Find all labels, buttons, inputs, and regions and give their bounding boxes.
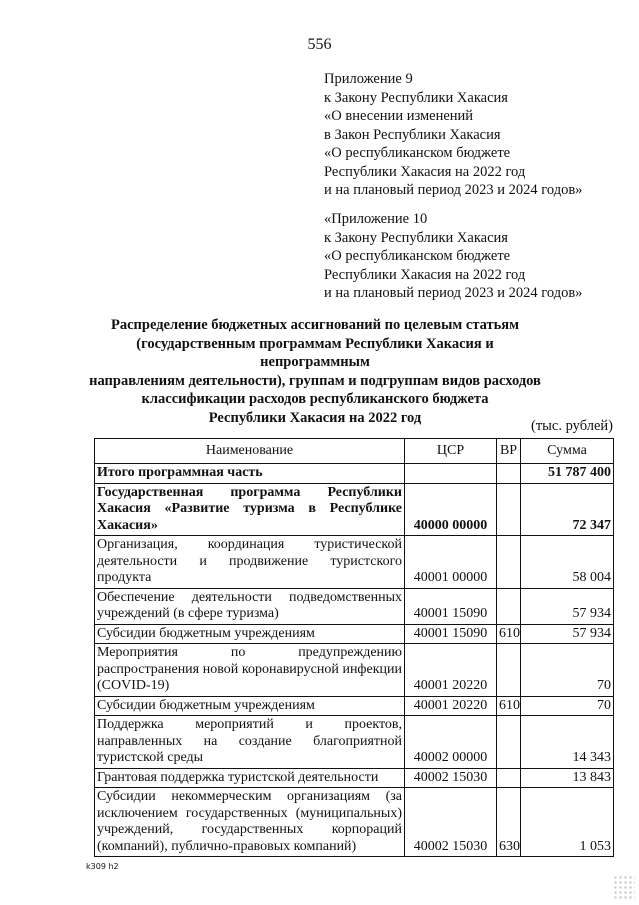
row-vr-cell	[497, 536, 521, 589]
row-csr-cell: 40001 20220	[405, 696, 497, 716]
title-line: направлениям деятельности), группам и подгруппам видов расходов	[89, 372, 541, 389]
row-csr-cell: 40001 15090	[405, 588, 497, 624]
row-name-cell: Организация, координация туристической деятельности и продвижение туристского продукта	[95, 536, 405, 589]
appendix-10-line: «О республиканском бюджете	[324, 248, 511, 264]
document-title	[80, 316, 550, 427]
header-sum: Сумма	[521, 439, 614, 464]
row-name-cell: Итого программная часть	[95, 464, 405, 484]
page-number: 556	[307, 36, 332, 53]
row-csr-cell: 40001 00000	[405, 536, 497, 589]
row-vr-cell	[497, 644, 521, 697]
appendix-10-line: к Закону Республики Хакасия	[324, 229, 508, 246]
header-csr: ЦСР	[405, 439, 497, 464]
row-vr-cell	[497, 588, 521, 624]
row-name-cell: Обеспечение деятельности подведомственных учреждений (в сфере туризма)	[95, 588, 405, 624]
row-sum-cell: 13 843	[521, 768, 614, 788]
table-row	[95, 624, 614, 644]
row-vr-cell: 630	[497, 788, 521, 857]
title-line: классификации расходов республиканского бюджета	[141, 391, 489, 407]
row-sum-cell: 72 347	[521, 483, 614, 536]
table-row	[95, 696, 614, 716]
row-csr-cell: 40001 20220	[405, 644, 497, 697]
appendix-9-line: «О республиканском бюджете	[324, 145, 511, 161]
row-name-cell: Мероприятия по предупреждению распространения новой коронавирусной инфекции (COVID-19)	[95, 644, 405, 697]
row-csr-cell: 40002 15030	[405, 768, 497, 788]
table-row	[95, 588, 614, 624]
row-csr-cell: 40000 00000	[405, 483, 497, 536]
row-name-cell: Субсидии некоммерческим организациям (за исключением государственных (муниципальных) учреждений, государственных корпораций (компаний), публично-правовых компаний)	[95, 788, 405, 857]
appendix-9-line: к Закону Республики Хакасия	[324, 89, 508, 106]
table-row	[95, 716, 614, 769]
row-name-cell: Поддержка мероприятий и проектов, направленных на создание благоприятной туристской среды	[95, 716, 405, 769]
row-sum-cell: 57 934	[521, 588, 614, 624]
row-vr-cell	[497, 716, 521, 769]
row-sum-cell: 14 343	[521, 716, 614, 769]
row-csr-cell: 40002 15030	[405, 788, 497, 857]
table-body	[95, 464, 614, 857]
table-row	[95, 768, 614, 788]
appendix-9-line: в Закон Республики Хакасия	[324, 126, 501, 143]
scan-artifact	[613, 875, 635, 901]
row-name-cell: Государственная программа Республики Хакасия «Развитие туризма в Республике Хакасия»	[95, 483, 405, 536]
row-vr-cell	[497, 768, 521, 788]
row-vr-cell: 610	[497, 624, 521, 644]
row-name-cell: Субсидии бюджетным учреждениям	[95, 696, 405, 716]
header-name: Наименование	[95, 439, 405, 464]
row-sum-cell: 57 934	[521, 624, 614, 644]
row-sum-cell: 70	[521, 644, 614, 697]
appendix-10-header	[324, 210, 582, 303]
row-sum-cell: 70	[521, 696, 614, 716]
appendix-10-line: Республики Хакасия на 2022 год	[324, 266, 526, 283]
appendix-9-header	[324, 70, 582, 200]
header-vr: ВР	[497, 439, 521, 464]
appendix-9-line: и на плановый период 2023 и 2024 годов»	[324, 182, 583, 198]
table-row	[95, 464, 614, 484]
table-header-row	[95, 439, 614, 464]
row-vr-cell: 610	[497, 696, 521, 716]
appendix-9-line: «О внесении изменений	[324, 108, 474, 124]
units-label: (тыс. рублей)	[531, 418, 613, 434]
row-csr-cell	[405, 464, 497, 484]
table-row	[95, 483, 614, 536]
row-name-cell: Грантовая поддержка туристской деятельности	[95, 768, 405, 788]
appendix-9-line: Республики Хакасия на 2022 год	[324, 163, 526, 180]
table-row	[95, 536, 614, 589]
row-csr-cell: 40002 00000	[405, 716, 497, 769]
row-vr-cell	[497, 464, 521, 484]
row-sum-cell: 58 004	[521, 536, 614, 589]
title-line: Республики Хакасия на 2022 год	[208, 409, 422, 426]
table-row	[95, 788, 614, 857]
table-row	[95, 644, 614, 697]
footer-code: k309 h2	[86, 862, 119, 871]
title-line: (государственным программам Республики Хакасия и непрограммным	[136, 335, 494, 370]
appendix-10-line: «Приложение 10	[324, 211, 428, 227]
row-sum-cell: 1 053	[521, 788, 614, 857]
row-name-cell: Субсидии бюджетным учреждениям	[95, 624, 405, 644]
budget-table	[94, 438, 614, 857]
row-csr-cell: 40001 15090	[405, 624, 497, 644]
row-vr-cell	[497, 483, 521, 536]
row-sum-cell: 51 787 400	[521, 464, 614, 484]
title-line: Распределение бюджетных ассигнований по целевым статьям	[110, 317, 520, 333]
appendix-10-line: и на плановый период 2023 и 2024 годов»	[324, 285, 583, 301]
appendix-9-line: Приложение 9	[324, 71, 413, 87]
